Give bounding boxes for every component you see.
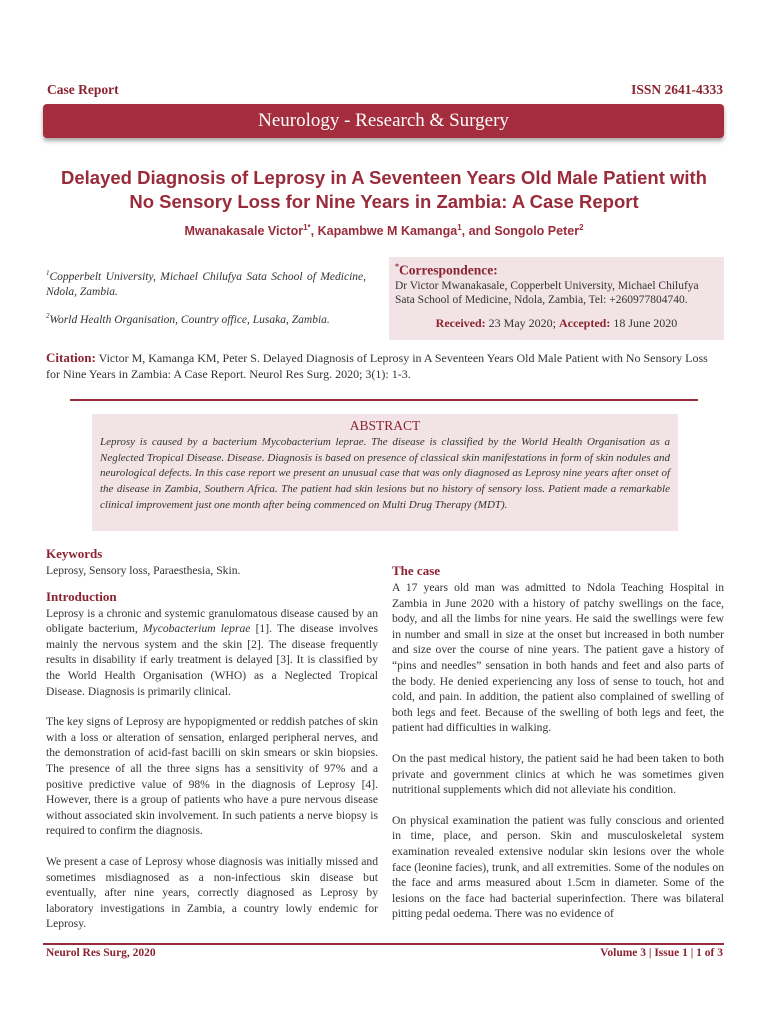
affiliation-text: Copperbelt University, Michael Chilufya Sata School of Medicine, Ndola, Zambia. (46, 270, 366, 298)
correspondence-heading: *Correspondence: (395, 262, 498, 278)
article-title (40, 166, 728, 214)
author-name: Songolo Peter (494, 224, 580, 239)
footer-journal-citation: Neurol Res Surg, 2020 (46, 947, 156, 959)
introduction-paragraph: The key signs of Leprosy are hypopigmented or reddish patches of skin with a loss or alteration of sensation, enlarged peripheral nerves, and the demonstration of acid-fast bacilli on skin smears or skin biopsies. The presence of all the three signs has a sensitivity of 97% and a positive predictive value of 98% in the diagnosis of Leprosy [4]. However, there is a group of patients who have a pure nervous disease without associated skin involvement. In such patients a nerve biopsy is required to confirm the diagnosis. (46, 715, 378, 838)
right-column (392, 563, 724, 937)
introduction-paragraph: Leprosy is a chronic and systemic granulomatous disease caused by an obligate bacterium, Mycobacterium leprae [1]. The disease involves mainly the nervous system and the skin [2]. The disease frequently results in disability if early treatment is delayed [3]. It is classified by the World Health Organisation (WHO) as a Neglected Tropical Disease. Diagnosis is primarily clinical. (46, 606, 378, 698)
affiliation-text: World Health Organisation, Country office, Lusaka, Zambia. (49, 313, 330, 326)
divider (70, 399, 698, 401)
accepted-label: Accepted: (559, 316, 611, 330)
keywords-heading: Keywords (46, 546, 103, 561)
case-paragraph: A 17 years old man was admitted to Ndola Teaching Hospital in Zambia in June 2020 with a history of patchy swellings on the face, body, and all the limbs for nine years. He said the swellings were few in number and small in size at the onset but increased in both number and size over the course of nine years. The patient gave a history of “pins and needles” sensation in both hands and feet and also parts of the body. He denied experiencing any loss of sense to touch, hot and cold, and pain. In addition, the patient also complained of swelling of both legs and feet. Because of the swelling of both legs and feet, the patient had difficulties in walking. (392, 581, 724, 735)
correspondence-text: Dr Victor Mwanakasale, Copperbelt University, Michael Chilufya Sata School of Medicine, Ndola, Zambia, Tel: +260977804740. (395, 279, 699, 306)
footer-divider (43, 943, 724, 945)
citation-label: Citation: (46, 350, 96, 365)
left-column (46, 546, 378, 947)
page-header (47, 82, 723, 102)
abstract-box (92, 414, 678, 531)
abstract-heading: ABSTRACT (349, 418, 421, 433)
accepted-date: 18 June 2020 (613, 316, 678, 330)
received-date: 23 May 2020 (488, 316, 553, 330)
the-case-heading: The case (392, 563, 441, 578)
case-paragraph: On physical examination the patient was fully conscious and oriented in time, place, and person. Skin and musculoskeletal system examination revealed extensive nodular skin lesions over the whole face (leonine facies), trunk, and all extremities. Some of the nodules on the face and arms measured about 1.5cm in diameter. Some of the lesions on the face had bacterial superinfection. There was bilateral pitting pedal oedema. There was no evidence of (392, 813, 724, 921)
author-separator: , (310, 224, 318, 239)
article-title-line-1: Delayed Diagnosis of Leprosy in A Seventeen Years Old Male Patient with (61, 167, 707, 188)
affiliation-mark: 1 (46, 269, 50, 277)
article-title-line-2: No Sensory Loss for Nine Years in Zambia: A Case Report (129, 191, 639, 212)
introduction-paragraph: We present a case of Leprosy whose diagnosis was initially missed and sometimes misdiagnosed as a non-infectious skin disease but eventually, after nine years, correctly diagnosed as Leprosy by laboratory investigations in Zambia, a country lowly endemic for Leprosy. (46, 854, 378, 931)
author-name: Kapambwe M Kamanga (317, 224, 458, 239)
affiliation-1 (46, 266, 366, 300)
issn-label: ISSN 2641-4333 (631, 82, 723, 97)
author-name: Mwanakasale Victor (184, 224, 304, 239)
author-affiliation-mark: 2 (579, 223, 584, 232)
journal-name: Neurology - Research & Surgery (258, 110, 509, 131)
author-separator: , and (461, 224, 495, 239)
footer-page-info: Volume 3 | Issue 1 | 1 of 3 (600, 947, 723, 959)
journal-banner (43, 104, 724, 138)
abstract-text: Leprosy is caused by a bacterium Mycobacterium leprae. The disease is classified by the World Health Organisation as a Neglected Tropical Disease. Disease. Diagnosis is based on presence of classical skin manifestations in form of skin nodules and neurological defects. In this case report we present an unusual case that was only diagnosed as Leprosy nine years after onset of the disease in Zambia, Southern Africa. The patient had skin lesions but no history of sensory loss. Patient made a remarkable clinical improvement just one month after being commenced on Multi Drug Therapy (MDT). (100, 436, 670, 511)
correspondence-box (389, 257, 724, 340)
citation-text: Victor M, Kamanga KM, Peter S. Delayed Diagnosis of Leprosy in A Seventeen Years Old Male Patient with No Sensory Loss for Nine Years in Zambia: A Case Report. Neurol Res Surg. 2020; 3(1): 1-3. (46, 351, 708, 381)
correspondence-mark: * (395, 262, 399, 271)
author-affiliation-mark: 1 (457, 223, 462, 232)
affiliation-2 (46, 309, 366, 328)
keywords-text: Leprosy, Sensory loss, Paraesthesia, Skin. (46, 564, 241, 577)
introduction-heading: Introduction (46, 588, 117, 604)
received-accepted-dates: Received: 23 May 2020; Accepted: 18 June 2020 (435, 316, 678, 330)
affiliation-mark: 2 (46, 312, 50, 320)
case-paragraph: On the past medical history, the patient said he had been taken to both private and government clinics at which he was sometimes given nutritional supplements which did not alleviate his condition. (392, 751, 724, 797)
received-label: Received: (435, 316, 486, 330)
citation (46, 350, 723, 382)
author-affiliation-mark: 1* (303, 223, 311, 232)
author-list (40, 223, 728, 238)
article-type-label: Case Report (47, 82, 119, 97)
